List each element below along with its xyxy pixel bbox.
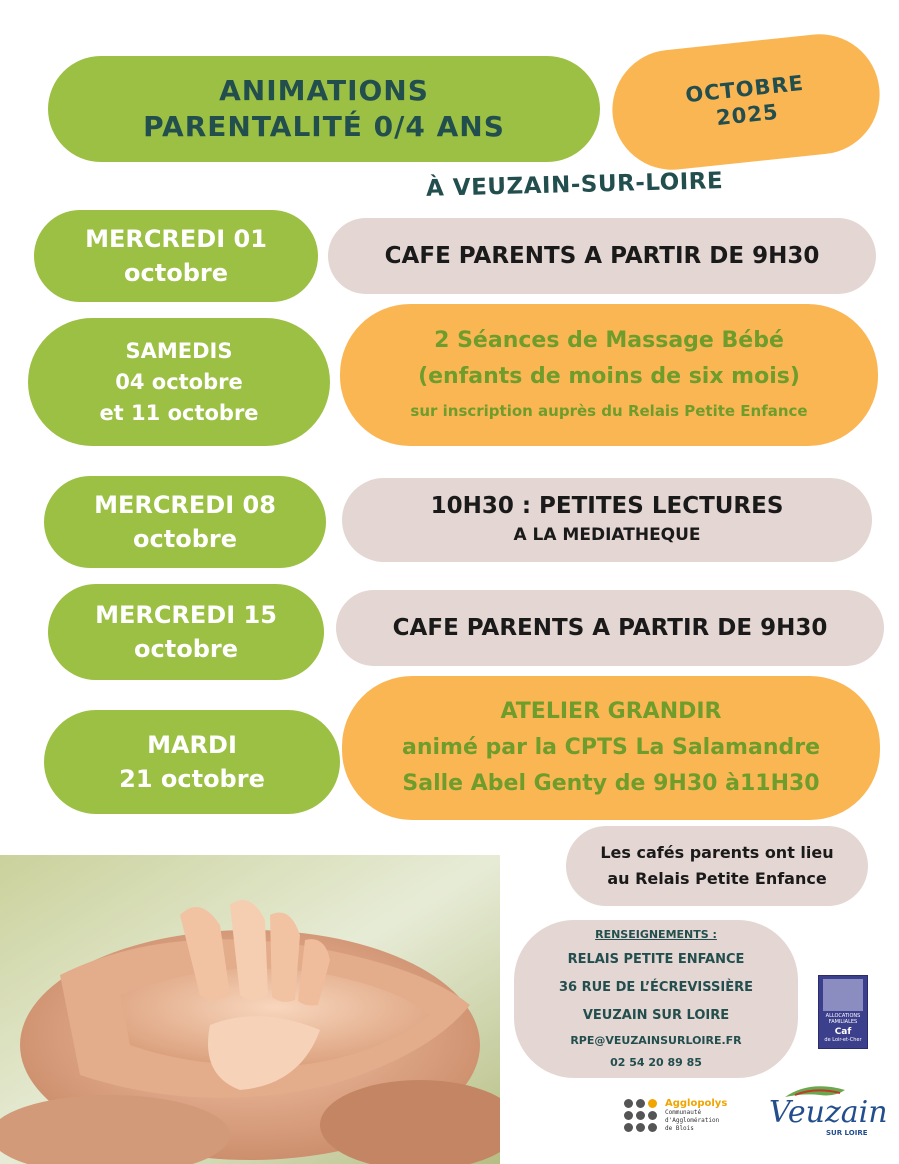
event-4-date <box>48 584 324 680</box>
caf-emblem-icon <box>823 979 863 1011</box>
event-4-description <box>336 590 884 666</box>
event-3-desc-line-2: A LA MEDIATHEQUE <box>513 525 701 545</box>
title-line-2: PARENTALITÉ 0/4 ANS <box>143 110 505 143</box>
agglopolys-sub-3: de Blois <box>665 1125 694 1132</box>
event-2-desc-line-3: sur inscription auprès du Relais Petite Enfance <box>410 402 808 420</box>
event-1-description <box>328 218 876 294</box>
agglopolys-sub-2: d'Agglomération <box>665 1117 720 1124</box>
event-3-date <box>44 476 326 568</box>
year-label: 2025 <box>715 99 780 131</box>
caf-logo <box>818 975 868 1049</box>
event-3-description <box>342 478 872 562</box>
caf-logo-location: de Loir-et-Cher <box>824 1037 862 1043</box>
contact-address: 36 RUE DE L’ÉCREVISSIÈRE <box>559 980 753 995</box>
veuzain-logo-name: Veuzain <box>769 1095 888 1130</box>
event-1-date-line-1: MERCREDI 01 <box>85 225 267 253</box>
month-label: OCTOBRE <box>684 70 806 108</box>
event-5-date-line-2: 21 octobre <box>119 765 265 793</box>
event-3-desc-line-1: 10H30 : PETITES LECTURES <box>430 493 784 519</box>
event-5-date-line-1: MARDI <box>147 731 237 759</box>
event-2-desc-line-2: (enfants de moins de six mois) <box>418 364 800 389</box>
hands-illustration <box>0 855 500 1164</box>
event-5-description <box>342 676 880 820</box>
event-3-date-line-2: octobre <box>133 525 237 553</box>
veuzain-logo-sub: SUR LOIRE <box>826 1129 868 1137</box>
caf-logo-text: ALLOCATIONS FAMILIALES <box>825 1013 861 1025</box>
contact-town: VEUZAIN SUR LOIRE <box>582 1008 730 1023</box>
event-1-date <box>34 210 318 302</box>
agglopolys-sub-1: Communauté <box>665 1109 702 1116</box>
agglopolys-dots-icon <box>624 1099 657 1132</box>
event-4-date-line-1: MERCREDI 15 <box>95 601 277 629</box>
event-1-desc-line-1: CAFE PARENTS A PARTIR DE 9H30 <box>384 243 820 269</box>
event-2-date-line-2: 04 octobre <box>115 369 243 394</box>
event-2-date-line-1: SAMEDIS <box>125 338 233 363</box>
hands-photo <box>0 855 500 1164</box>
contact-heading: RENSEIGNEMENTS : <box>595 928 717 941</box>
contact-phone: 02 54 20 89 85 <box>610 1056 702 1069</box>
title-banner <box>48 56 600 162</box>
agglopolys-logo <box>624 1098 727 1133</box>
agglopolys-name: Agglopolys <box>665 1098 728 1109</box>
event-2-date <box>28 318 330 446</box>
city-label: À VEUZAIN-SUR-LOIRE <box>425 168 724 202</box>
event-2-description <box>340 304 878 446</box>
event-4-desc-line-1: CAFE PARENTS A PARTIR DE 9H30 <box>392 615 828 641</box>
contact-email[interactable]: RPE@VEUZAINSURLOIRE.FR <box>570 1034 742 1047</box>
note-line-1: Les cafés parents ont lieu <box>600 843 834 862</box>
event-5-desc-line-2: animé par la CPTS La Salamandre <box>401 735 821 760</box>
title-line-1: ANIMATIONS <box>219 74 429 107</box>
contact-info <box>514 920 798 1078</box>
event-5-desc-line-1: ATELIER GRANDIR <box>500 699 722 724</box>
event-3-date-line-1: MERCREDI 08 <box>94 491 276 519</box>
month-badge <box>606 28 885 175</box>
event-2-desc-line-1: 2 Séances de Massage Bébé <box>434 328 784 353</box>
cafe-location-note <box>566 826 868 906</box>
caf-logo-name: Caf <box>834 1027 852 1037</box>
note-line-2: au Relais Petite Enfance <box>607 869 827 888</box>
event-4-date-line-2: octobre <box>134 635 238 663</box>
event-5-desc-line-3: Salle Abel Genty de 9H30 à11H30 <box>402 771 820 796</box>
event-5-date <box>44 710 340 814</box>
event-2-date-line-3: et 11 octobre <box>99 400 259 425</box>
contact-name: RELAIS PETITE ENFANCE <box>567 952 745 967</box>
event-1-date-line-2: octobre <box>124 259 228 287</box>
